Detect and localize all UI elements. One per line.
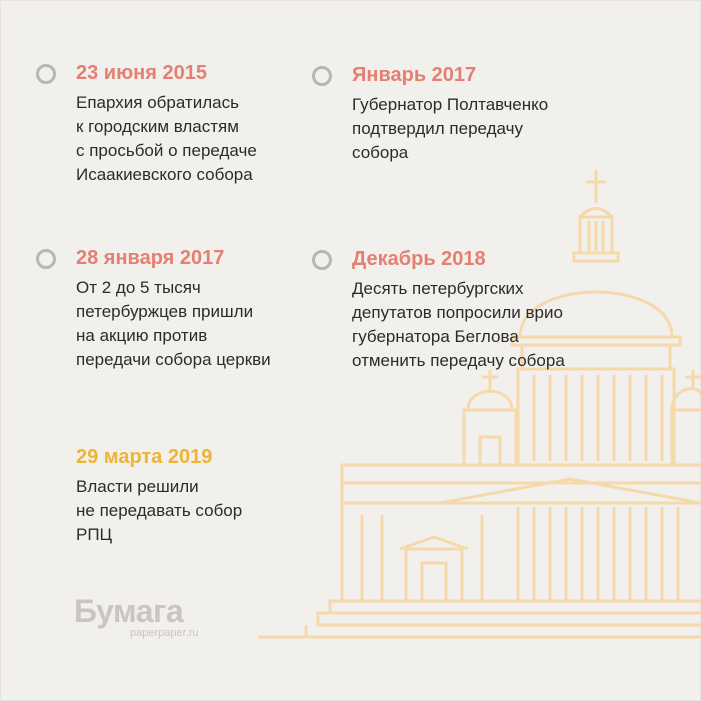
event-date: 29 марта 2019: [76, 446, 213, 468]
event-description: [352, 277, 565, 373]
logo-name: Бумага: [74, 593, 184, 629]
event-date: Декабрь 2018: [352, 248, 486, 270]
event-line: подтвердил передачу: [352, 119, 523, 138]
timeline-dot-icon: [312, 250, 332, 270]
event-line: к городским властям: [76, 117, 239, 136]
event-description: [352, 93, 548, 165]
timeline-dot-icon: [312, 66, 332, 86]
event-description: [76, 276, 271, 372]
bumaga-logo: [74, 593, 199, 639]
event-line: РПЦ: [76, 525, 113, 544]
timeline-event: [76, 61, 257, 187]
timeline-dot-icon: [36, 64, 56, 84]
event-line: Власти решили: [76, 477, 199, 496]
timeline-event: [352, 247, 565, 373]
event-date: 23 июня 2015: [76, 62, 207, 84]
cathedral-illustration: [250, 165, 701, 645]
timeline-dot-icon: [36, 249, 56, 269]
event-date: Январь 2017: [352, 64, 477, 86]
event-date: 28 января 2017: [76, 247, 225, 269]
event-line: Десять петербургских: [352, 279, 524, 298]
timeline-event-final: [76, 445, 242, 547]
timeline-event: [76, 246, 271, 372]
event-line: От 2 до 5 тысяч: [76, 278, 201, 297]
event-line: губернатора Беглова: [352, 327, 519, 346]
event-line: отменить передачу собора: [352, 351, 565, 370]
event-line: Исаакиевского собора: [76, 165, 253, 184]
event-line: Епархия обратилась: [76, 93, 239, 112]
event-line: не передавать собор: [76, 501, 243, 520]
event-line: с просьбой о передаче: [76, 141, 257, 160]
event-line: собора: [352, 143, 409, 162]
timeline-event: [352, 63, 548, 165]
event-line: депутатов попросили врио: [352, 303, 563, 322]
event-description: [76, 91, 257, 187]
event-line: Губернатор Полтавченко: [352, 95, 549, 114]
logo-site: paperpaper.ru: [130, 627, 199, 639]
event-line: петербуржцев пришли: [76, 302, 254, 321]
event-description: [76, 475, 242, 547]
event-line: на акцию против: [76, 326, 208, 345]
event-line: передачи собора церкви: [76, 350, 271, 369]
